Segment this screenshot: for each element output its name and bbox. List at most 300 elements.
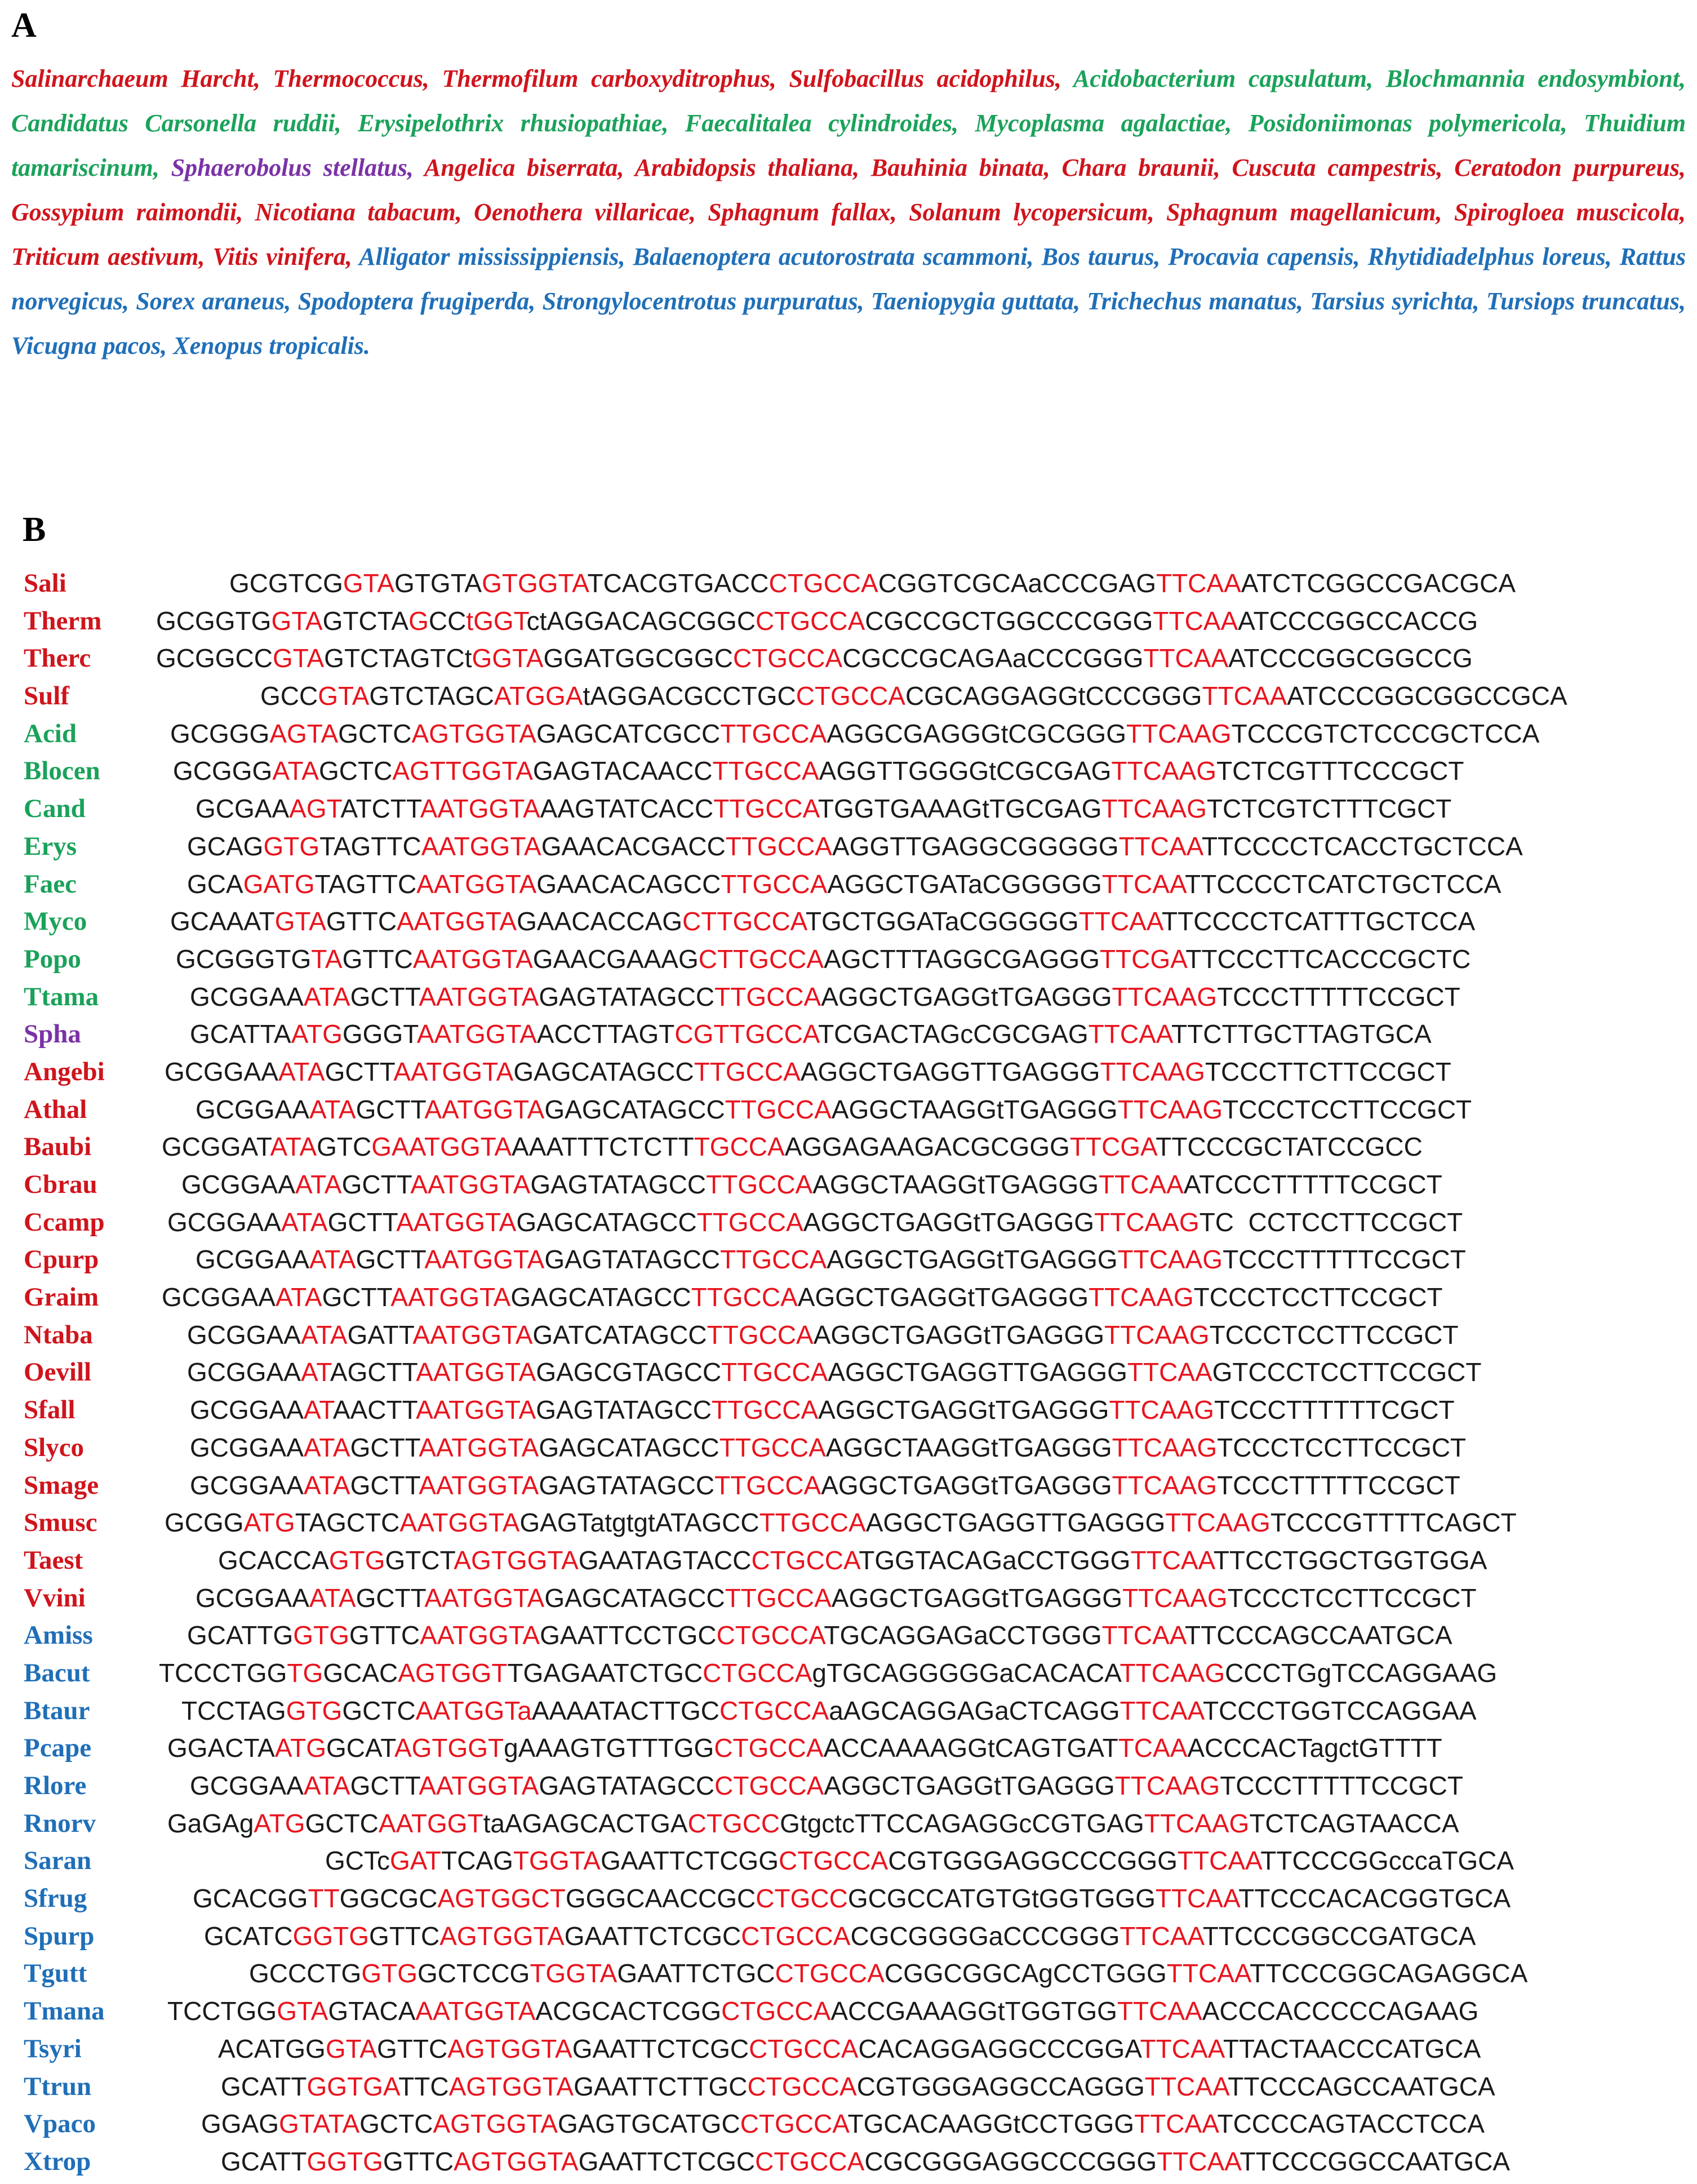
conserved-motif: TTCAAG (1109, 1395, 1214, 1425)
sequence-segment: CGGCGGCAgCCTGGG (884, 1959, 1167, 1988)
species-abbreviation: Oevill (24, 1357, 92, 1387)
conserved-motif: CTGCCA (747, 2071, 857, 2101)
sequence-segment: TGGTGAAAGtTGCGAG (818, 794, 1102, 824)
conserved-motif: GGTGA (306, 2071, 399, 2101)
sequence-segment: gTGCAGGGGGaCACACA (812, 1658, 1120, 1688)
sequence-segment: TAGTTC (319, 831, 421, 861)
species-abbreviation: Pcape (24, 1733, 92, 1763)
conserved-motif: GTATA (279, 2109, 360, 2139)
species-abbreviation: Baubi (24, 1132, 92, 1162)
sequence-segment: TCTCAGTAACCA (1249, 1808, 1459, 1838)
conserved-motif: TTCAAG (1111, 756, 1217, 786)
sequence-segment: GCACGG (193, 1884, 308, 1914)
sequence-segment: GCAG (187, 831, 264, 861)
species-abbreviation: Sali (24, 569, 66, 598)
sequence-segment: GCTC (342, 1695, 416, 1725)
sequence-segment: GAACACGACC (541, 831, 726, 861)
conserved-motif: GTA (273, 643, 325, 673)
species-name: Ceratodon purpureus (1454, 154, 1680, 181)
sequence-segment: AGGTTGAGGCGGGGG (832, 831, 1119, 861)
sequence-segment: ACCCACCCCCAGAAG (1202, 1996, 1479, 2026)
conserved-motif: CGTTGCCA (674, 1019, 819, 1049)
species-abbreviation: Tsyri (24, 2034, 82, 2063)
sequence (218, 1542, 1487, 1579)
sequence-segment: TCTCGTCTTTCGCT (1206, 794, 1452, 824)
sequence-segment: CGCCGCTGGCCCGGG (865, 606, 1153, 636)
sequence-segment: GTTC (349, 1621, 420, 1650)
sequence-segment: TCTCGTTTCCCGCT (1216, 756, 1464, 786)
sequence-segment: TCTAGTCt (344, 643, 472, 673)
alignment-row (24, 978, 1691, 1016)
sequence-segment: TCCCTCCTTCCGCT (1209, 1320, 1459, 1350)
alignment-row (24, 1842, 1691, 1880)
sequence-segment: AGGCGAGGGtCGCGGG (827, 718, 1126, 748)
sequence-segment: GCTT (350, 1432, 419, 1462)
sequence-segment: GAGTATAGCC (539, 1771, 715, 1800)
sequence-segment: GCGGAA (190, 1432, 304, 1462)
sequence-segment: CGCCGCAGAaCCCGGG (842, 643, 1144, 673)
sequence-segment: GCGGAA (187, 1357, 301, 1387)
sequence-segment: GAATTCTTGC (574, 2071, 748, 2101)
species-name: Balaenoptera acutorostrata scammoni (633, 243, 1028, 270)
sequence (193, 1880, 1511, 1917)
sequence-segment: GCGGTG (156, 606, 272, 636)
sequence-segment: ATCCCGGCCACCG (1238, 606, 1478, 636)
conserved-motif: CTGCCA (719, 1695, 829, 1725)
sequence-segment: TGCAGGAGaCCTGGG (824, 1621, 1102, 1650)
conserved-motif: TTCAAG (1120, 1658, 1225, 1688)
sequence-segment: AGGCTAAGGtTGAGGG (812, 1170, 1099, 1199)
species-abbreviation: Ntaba (24, 1320, 93, 1350)
alignment-row (24, 1204, 1691, 1241)
species-abbreviation: Acid (24, 718, 77, 748)
conserved-motif: AT (300, 1357, 330, 1387)
sequence-segment: GAGCATAGCC (539, 1432, 719, 1462)
sequence-segment: GTGTA (394, 569, 482, 598)
species-name: Alligator mississippiensis (359, 243, 619, 270)
conserved-motif: ATA (303, 1470, 350, 1500)
sequence-segment: GGCGC (339, 1884, 438, 1914)
species-name: Triticum aestivum (11, 243, 199, 270)
sequence-segment: GTCT (385, 1545, 454, 1575)
sequence-segment: GCGCCATGTGtGGTGGG (847, 1884, 1156, 1914)
sequence-segment: GCGGAA (196, 1245, 309, 1275)
species-name: Nicotiana tabacum (255, 198, 456, 226)
sequence-segment: taAGAGCACTGA (483, 1808, 688, 1838)
sequence-segment: TCCCTTCTTCCGCT (1205, 1057, 1451, 1086)
conserved-motif: TTGCCA (714, 1470, 821, 1500)
sequence-segment: AGCTT (330, 1357, 416, 1387)
sequence-segment: TCCCTGGTCCAGGAA (1202, 1695, 1477, 1725)
sequence-segment: GCTC (359, 2109, 433, 2139)
sequence-segment: GCGGG (173, 756, 273, 786)
sequence-segment: GCC (260, 681, 318, 711)
conserved-motif: CTGCCA (714, 1771, 824, 1800)
conserved-motif: TTCGA (1099, 944, 1186, 974)
conserved-motif: AATGGTA (419, 982, 539, 1011)
sequence-segment: CGCGGGAGGCCCGGG (864, 2146, 1157, 2176)
sequence-segment: ATCCCGGCGGCCG (1228, 643, 1473, 673)
conserved-motif: ATA (309, 1094, 356, 1124)
conserved-motif: AATGGTA (390, 1282, 511, 1312)
alignment-row (24, 865, 1691, 903)
conserved-motif: CTGCCA (768, 569, 878, 598)
conserved-motif: ATA (309, 1583, 356, 1613)
conserved-motif: AATGGT (378, 1808, 483, 1838)
conserved-motif: AATGGTA (424, 1245, 545, 1275)
species-abbreviation: Cpurp (24, 1245, 99, 1275)
conserved-motif: TTGCCA (725, 1583, 832, 1613)
species-abbreviation: Therm (24, 606, 102, 636)
alignment-row (24, 2143, 1691, 2181)
species-name: Tursiops truncatus (1486, 287, 1680, 315)
conserved-motif: AGTGGCT (437, 1884, 566, 1914)
conserved-motif: AATGGTA (420, 1621, 540, 1650)
sequence-segment: TTCCCCTCATTTGCTCCA (1162, 907, 1476, 936)
conserved-motif: GTG (293, 1621, 349, 1650)
conserved-motif: CTGCCA (749, 2034, 859, 2063)
sequence-segment: GAGCATAGCC (513, 1057, 694, 1086)
sequence (187, 1617, 1452, 1654)
conserved-motif: ATG (274, 1733, 326, 1763)
sequence-segment: GCAAAT (170, 907, 275, 936)
conserved-motif: TTGCCA (696, 1207, 803, 1237)
sequence-segment: ACCGAAAGGtTGGTGG (830, 1996, 1117, 2026)
sequence-segment: AGGCTGAGGtTGAGGG (821, 1470, 1112, 1500)
species-name: Acidobacterium capsulatum (1073, 65, 1367, 92)
conserved-motif: TCAA (1118, 1733, 1188, 1763)
sequence (196, 790, 1451, 827)
alignment-row (24, 1053, 1691, 1091)
sequence-segment: GCAC (323, 1658, 398, 1688)
species-name: Strongylocentrotus purpuratus (542, 287, 858, 315)
conserved-motif: TTCAAG (1165, 1508, 1270, 1538)
species-name: Sulfobacillus acidophilus (789, 65, 1055, 92)
conserved-motif: TTCAA (1088, 1019, 1172, 1049)
species-name: Rhytidiadelphus loreus (1367, 243, 1606, 270)
sequence (156, 640, 1473, 677)
sequence-segment: GAATTCTCGC (572, 2034, 749, 2063)
conserved-motif: TTCAA (1202, 681, 1287, 711)
sequence-segment: GCGGAA (187, 1320, 301, 1350)
alignment-row (24, 1128, 1691, 1166)
conserved-motif: AGTGGTA (439, 1921, 565, 1951)
sequence-segment: GGACTA (167, 1733, 275, 1763)
sequence-segment: TCCCTCCTTCCGCT (1227, 1583, 1477, 1613)
conserved-motif: TTGCCA (759, 1508, 866, 1538)
sequence-segment: CGTGGGAGGCCAGGG (856, 2071, 1145, 2101)
sequence (229, 565, 1516, 602)
conserved-motif: TTGCCA (712, 756, 819, 786)
sequence-segment: GCGAA (196, 794, 290, 824)
species-abbreviation: Sfall (24, 1395, 75, 1425)
conserved-motif: TTGCCA (707, 1320, 814, 1350)
species-name: Sphagnum fallax (708, 198, 891, 226)
conserved-motif: CTGCCA (740, 2109, 848, 2139)
conserved-motif: TGCCA (694, 1132, 785, 1162)
sequence-segment: gAAAGTGTTTGG (504, 1733, 714, 1763)
conserved-motif: TTCAAG (1112, 1470, 1218, 1500)
sequence-segment: AGGCTAAGGtTGAGGG (825, 1432, 1112, 1462)
species-abbreviation: Spurp (24, 1921, 95, 1951)
alignment-row (24, 2030, 1691, 2068)
sequence-segment: GATCATAGCC (532, 1320, 707, 1350)
sequence-segment: GCTT (350, 1771, 419, 1800)
sequence-segment: AAATTTCTCTT (512, 1132, 694, 1162)
sequence-segment: AGGCTAAGGtTGAGGG (831, 1094, 1118, 1124)
species-name: Trichechus manatus (1087, 287, 1297, 315)
sequence (167, 1805, 1459, 1842)
species-name: Bos taurus (1041, 243, 1154, 270)
sequence-segment: GaGAg (167, 1808, 254, 1838)
conserved-motif: AATGGTA (416, 1357, 536, 1387)
sequence-segment: GTCCCTCCTTCCGCT (1212, 1357, 1482, 1387)
sequence-segment: GAGTGCATGC (557, 2109, 740, 2139)
sequence-segment: TCCCTGG (159, 1658, 287, 1688)
conserved-motif: TTCAA (1140, 2034, 1223, 2063)
alignment-row (24, 828, 1691, 865)
species-name: Tarsius syrichta (1310, 287, 1473, 315)
conserved-motif: AGTGGT (394, 1733, 504, 1763)
sequence-segment: GCTT (356, 1245, 425, 1275)
species-name: Thermofilum carboxyditrophus (442, 65, 770, 92)
sequence-segment: TTCCTGGCTGGTGGA (1213, 1545, 1487, 1575)
conserved-motif: TTGCCA (725, 831, 832, 861)
alignment-row (24, 1241, 1691, 1279)
sequence-segment: GCATT (221, 2146, 307, 2176)
conserved-motif: AATGGTA (419, 1470, 539, 1500)
conserved-motif: ATG (291, 1019, 343, 1049)
sequence-segment: GCTC (318, 756, 393, 786)
conserved-motif: TTGCCA (725, 1094, 832, 1124)
sequence-segment: GtgctcTTCCAGAGGcCGTGAG (780, 1808, 1144, 1838)
sequence-segment: GAACACAGCC (536, 869, 721, 899)
alignment-row (24, 1579, 1691, 1617)
sequence (190, 1467, 1460, 1504)
sequence-segment: CGGTCGCAaCCCGAG (878, 569, 1156, 598)
conserved-motif: TTCAAG (1112, 982, 1218, 1011)
sequence-segment: GCTC (305, 1808, 379, 1838)
sequence-segment: GGGT (342, 1019, 417, 1049)
sequence-segment: TCCCTTTTTCCGCT (1217, 1470, 1460, 1500)
sequence-segment: GAATTCCTGC (540, 1621, 717, 1650)
conserved-motif: GTG (286, 1695, 343, 1725)
sequence (162, 1279, 1443, 1316)
sequence (162, 1128, 1423, 1165)
conserved-motif: TTGCCA (713, 794, 818, 824)
sequence-segment: GGAG (201, 2109, 279, 2139)
sequence-segment: GCTT (350, 982, 419, 1011)
sequence-segment: AGGCTGAGGtTGAGGG (824, 1771, 1115, 1800)
sequence-segment: GAATTCTCGG (600, 1846, 779, 1876)
species-abbreviation: Smusc (24, 1508, 97, 1538)
sequence (196, 1579, 1477, 1617)
sequence-segment: GCTT (322, 1282, 391, 1312)
sequence-segment: AGGCTGAGGTTGAGGG (865, 1508, 1166, 1538)
species-abbreviation: Myco (24, 907, 87, 936)
conserved-motif: AATGGTA (416, 1395, 536, 1425)
sequence (190, 1429, 1466, 1466)
sequence-segment: GAACGAAAG (532, 944, 699, 974)
sequence-segment: GAGTATAGCC (536, 1395, 712, 1425)
sequence-segment: GCGG (165, 1508, 244, 1538)
alignment-row (24, 715, 1691, 753)
conserved-motif: ATA (272, 756, 319, 786)
sequence-segment: GCGGG (170, 718, 270, 748)
sequence-segment: CGTGGGAGGCCCGGG (888, 1846, 1178, 1876)
sequence-segment: TTCCCAGCCAATGCA (1228, 2071, 1495, 2101)
conserved-motif: CTGCCA (751, 1545, 859, 1575)
conserved-motif: TTCAA (1144, 2071, 1228, 2101)
alignment-row (24, 1617, 1691, 1654)
species-name: Thuidium tamariscinum (11, 109, 1686, 181)
sequence-segment: TCAG (441, 1846, 513, 1876)
conserved-motif: TTGCCA (721, 869, 828, 899)
sequence-segment: TTCCCGGCCAATGCA (1240, 2146, 1511, 2176)
sequence-segment: TTCTTGCTTAGTGCA (1171, 1019, 1432, 1049)
alignment-row (24, 1692, 1691, 1730)
sequence-segment: GCTT (325, 1057, 394, 1086)
species-name: Angelica biserrata (424, 154, 618, 181)
conserved-motif: TTCAA (1143, 643, 1229, 673)
species-name: Faecalitalea cylindroides (685, 109, 953, 137)
conserved-motif: AT (303, 1395, 333, 1425)
sequence-segment: GCTT (350, 1470, 419, 1500)
conserved-motif: TTCAAG (1117, 1245, 1223, 1275)
sequence-segment: GCGGAA (190, 982, 304, 1011)
sequence (165, 1053, 1451, 1090)
conserved-motif: TTCAA (1099, 1170, 1184, 1199)
sequence-segment: GGGCAACCGC (565, 1884, 756, 1914)
sequence-segment: AGCTTTAGGCGAGGG (824, 944, 1100, 974)
conserved-motif: ATGGA (494, 681, 583, 711)
conserved-motif: TTCAAG (1104, 1320, 1210, 1350)
species-name: Procavia capensis (1168, 243, 1354, 270)
sequence-segment: GAGCATAGCC (510, 1282, 691, 1312)
sequence-segment: GCTC (338, 718, 412, 748)
conserved-motif: TTCAA (1153, 606, 1238, 636)
conserved-motif: CTGCCA (732, 643, 843, 673)
conserved-motif: GTA (325, 2034, 377, 2063)
conserved-motif: TTCAA (1101, 1621, 1185, 1650)
conserved-motif: TTCAAG (1126, 718, 1232, 748)
species-abbreviation: Sulf (24, 681, 69, 711)
sequence-segment: GTTC (342, 944, 413, 974)
sequence-segment: TTCCCGCTATCCGCC (1156, 1132, 1423, 1162)
alignment-row (24, 2068, 1691, 2106)
conserved-motif: ATA (295, 1170, 342, 1199)
sequence-segment: GCACCA (218, 1545, 329, 1575)
conserved-motif: TGGTA (530, 1959, 618, 1988)
sequence (190, 1391, 1455, 1428)
conserved-motif: ATA (278, 1057, 325, 1086)
sequence-segment: GCGGAA (190, 1395, 304, 1425)
species-name: Spirogloea muscicola (1454, 198, 1680, 226)
conserved-motif: ATA (275, 1282, 322, 1312)
sequence-segment: AGGCTGAGGtTGAGGG (831, 1583, 1123, 1613)
alignment-row (24, 790, 1691, 828)
sequence-segment: AGGCTGAGGTTGAGGG (800, 1057, 1100, 1086)
sequence-segment: TCCCTTTTTCCGCT (1217, 982, 1460, 1011)
sequence (187, 1353, 1481, 1391)
sequence-segment: GAACACCAG (517, 907, 683, 936)
alignment-row (24, 903, 1691, 940)
sequence-segment: G (324, 643, 344, 673)
sequence-segment: ACATGG (218, 2034, 326, 2063)
sequence-segment: GCGGAA (167, 1207, 281, 1237)
sequence-segment: GAGTATAGCC (544, 1245, 721, 1275)
conserved-motif: AATGGTA (424, 1094, 545, 1124)
sequence-segment: ATCCCGGCGGCCGCA (1287, 681, 1567, 711)
sequence-segment: TTCCCCTCACCTGCTCCA (1201, 831, 1523, 861)
alignment-row (24, 1353, 1691, 1391)
conserved-motif: ATG (254, 1808, 305, 1838)
conserved-motif: GTG (328, 1545, 385, 1575)
sequence-segment: AGGCTGAGGtTGAGGG (797, 1282, 1089, 1312)
sequence-segment: ACCTTAGT (536, 1019, 675, 1049)
panel-b-label: B (23, 511, 46, 549)
alignment-row (24, 940, 1691, 978)
sequence-segment: ACCAAAAGGtCAGTGAT (823, 1733, 1118, 1763)
conserved-motif: TTCAA (1127, 1357, 1212, 1387)
species-name: Gossypium raimondii (11, 198, 237, 226)
sequence (156, 602, 1478, 640)
sequence-segment: AGGCTGAGGtTGAGGG (821, 982, 1112, 1011)
sequence-segment: TCCCTCCTTCCGCT (1193, 1282, 1443, 1312)
conserved-motif: AGTGGTA (454, 1545, 579, 1575)
sequence-segment: ATCTT (340, 794, 420, 824)
conserved-motif: AATGGTA (412, 944, 533, 974)
alignment-row (24, 602, 1691, 640)
sequence-segment: aAGCAGGAGaCTCAGG (829, 1695, 1120, 1725)
sequence-segment: GCTc (325, 1846, 390, 1876)
sequence (167, 1992, 1478, 2030)
sequence-segment: GTACA (328, 1996, 416, 2026)
conserved-motif: AGT (289, 794, 341, 824)
conserved-motif: TTCAA (1117, 1996, 1202, 2026)
alignment-row (24, 1429, 1691, 1467)
sequence (196, 1241, 1466, 1278)
conserved-motif: AATGGTA (397, 907, 517, 936)
sequence-segment: TCCTGG (167, 1996, 277, 2026)
sequence-segment: TTCCCAGCCAATGCA (1185, 1621, 1452, 1650)
sequence-segment: GCGGGTG (176, 944, 312, 974)
sequence-segment: GAGCATAGCC (516, 1207, 697, 1237)
sequence-segment: TTCCCTTCACCCGCTC (1185, 944, 1471, 974)
conserved-motif: AATGGTA (419, 1771, 539, 1800)
sequence-segment: TCGACTAGcCGCGAG (818, 1019, 1089, 1049)
species-abbreviation: Bacut (24, 1658, 90, 1688)
sequence (196, 1091, 1472, 1128)
sequence-segment: GAGTACAACC (532, 756, 713, 786)
sequence-segment: GCTCCG (417, 1959, 530, 1988)
species-abbreviation: Smage (24, 1470, 99, 1500)
conserved-motif: AGTGGTA (433, 2109, 558, 2139)
conserved-motif: G (482, 569, 502, 598)
conserved-motif: GGTG (292, 1921, 370, 1951)
sequence (176, 940, 1471, 978)
conserved-motif: TG (287, 1658, 323, 1688)
species-abbreviation: Taest (24, 1545, 83, 1575)
species-abbreviation: Btaur (24, 1695, 90, 1725)
conserved-motif: TTCAA (1130, 1545, 1214, 1575)
sequence-segment: GAGTATAGCC (539, 982, 715, 1011)
sequence-segment: GCGGAA (190, 1470, 304, 1500)
conserved-motif: TTCAA (1177, 1846, 1261, 1876)
conserved-motif: tGGT (466, 606, 527, 636)
sequence-segment: CACAGGAGGCCCGGA (858, 2034, 1140, 2063)
alignment-row (24, 1391, 1691, 1429)
